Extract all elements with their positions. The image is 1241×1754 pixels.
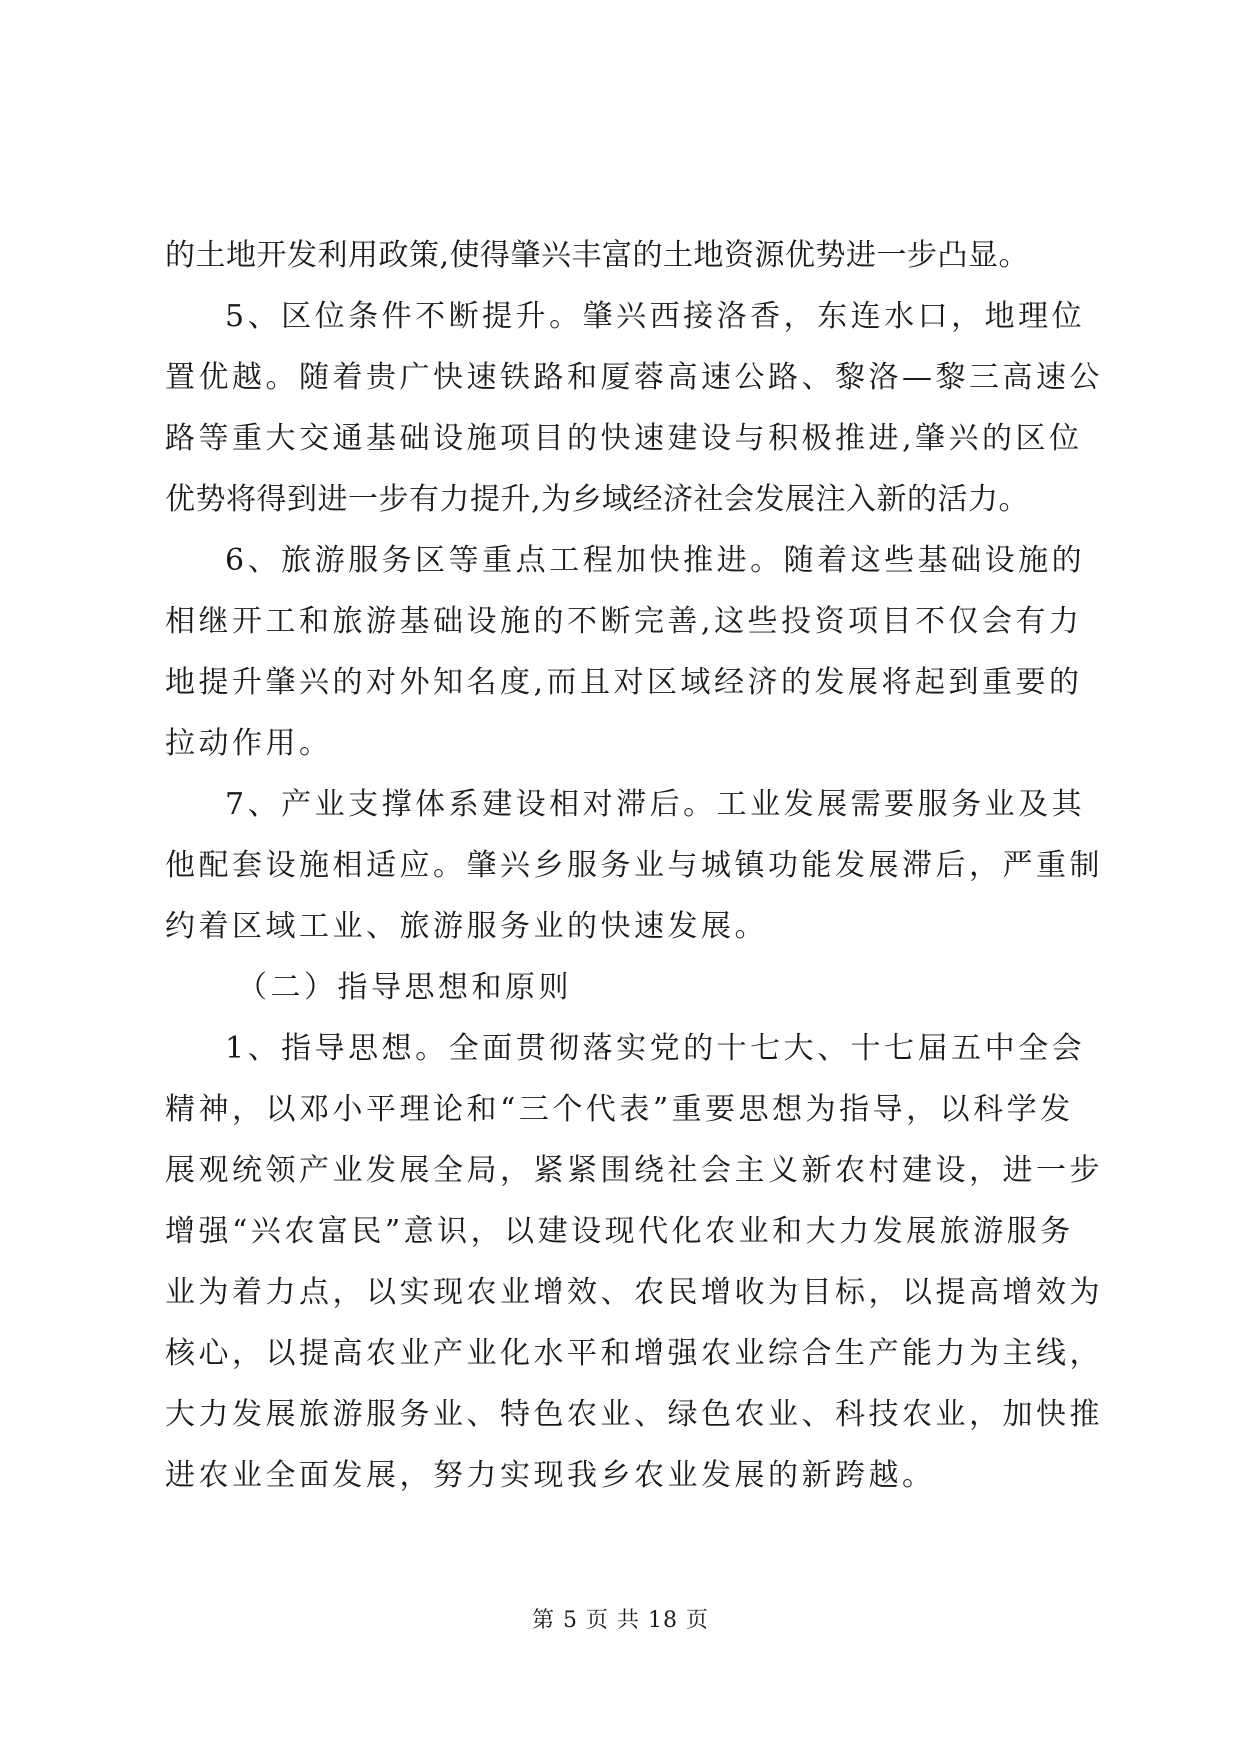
text-line: 6、旅游服务区等重点工程加快推进。随着这些基础设施的 (225, 543, 1086, 578)
text-line: 增强“兴农富民”意识，以建设现代化农业和大力发展旅游服务 (165, 1214, 1074, 1249)
text-line: 精神，以邓小平理论和“三个代表”重要思想为指导，以科学发 (165, 1092, 1074, 1127)
text-line: 展观统领产业发展全局，紧紧围绕社会主义新农村建设，进一步 (165, 1153, 1103, 1188)
text-line: 置优越。随着贵广快速铁路和厦蓉高速公路、黎洛—黎三高速公 (165, 360, 1103, 395)
body-text (165, 225, 1103, 1506)
text-line: 拉动作用。 (165, 726, 333, 761)
text-line: 优势将得到进一步有力提升,为乡域经济社会发展注入新的活力。 (165, 482, 1030, 517)
text-line: 5、区位条件不断提升。肇兴西接洛香，东连水口，地理位 (225, 299, 1086, 334)
text-line: 路等重大交通基础设施项目的快速建设与积极推进,肇兴的区位 (165, 421, 1083, 456)
text-line: 进农业全面发展，努力实现我乡农业发展的新跨越。 (165, 1458, 936, 1493)
text-line: 的土地开发利用政策,使得肇兴丰富的土地资源优势进一步凸显。 (165, 238, 1030, 273)
text-line: 业为着力点，以实现农业增效、农民增收为目标，以提高增效为 (165, 1275, 1103, 1310)
text-line: 他配套设施相适应。肇兴乡服务业与城镇功能发展滞后，严重制 (165, 848, 1103, 883)
section-heading: （二）指导思想和原则 (237, 970, 572, 1005)
text-line: 大力发展旅游服务业、特色农业、绿色农业、科技农业，加快推 (165, 1397, 1103, 1432)
page-number-footer: 第 5 页 共 18 页 (532, 1608, 709, 1633)
text-line: 地提升肇兴的对外知名度,而且对区域经济的发展将起到重要的 (165, 665, 1083, 700)
text-line: 核心，以提高农业产业化水平和增强农业综合生产能力为主线， (165, 1336, 1103, 1371)
text-line: 1、指导思想。全面贯彻落实党的十七大、十七届五中全会 (225, 1031, 1086, 1066)
text-line: 相继开工和旅游基础设施的不断完善,这些投资项目不仅会有力 (165, 604, 1083, 639)
text-line: 7、产业支撑体系建设相对滞后。工业发展需要服务业及其 (225, 787, 1086, 822)
text-line: 约着区域工业、旅游服务业的快速发展。 (165, 909, 768, 944)
